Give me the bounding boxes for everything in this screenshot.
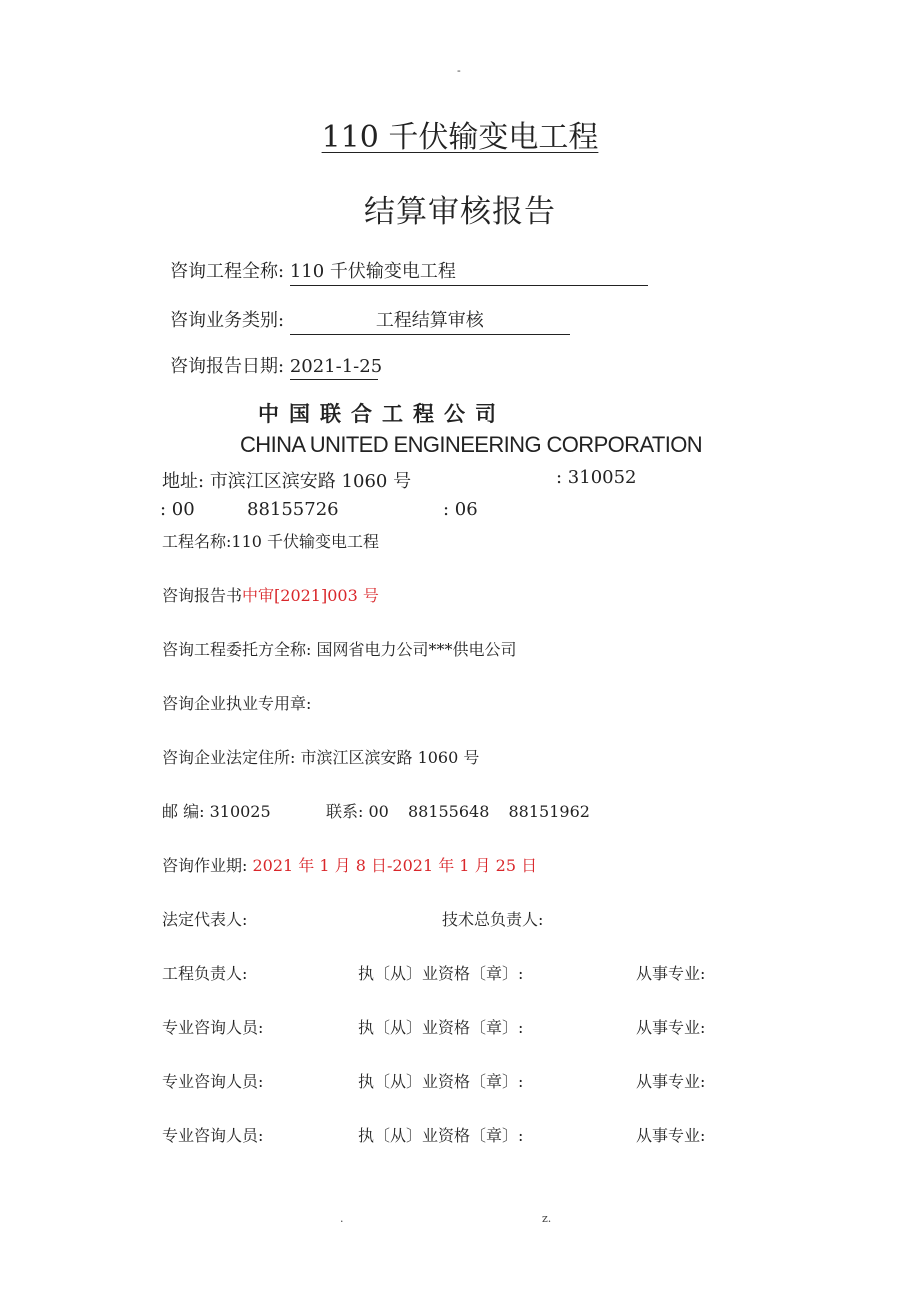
info-type [170, 306, 570, 335]
info-date-value: 2021-1-25 [290, 356, 378, 380]
company-address [162, 467, 411, 493]
company-name-cn: 中国联合工程公司 [258, 402, 506, 426]
signature-role: 工程负责人: [162, 964, 248, 983]
report-title: 110 千伏输变电工程 [321, 120, 599, 155]
footer-left-mark: . [340, 1212, 344, 1225]
info-date [170, 352, 383, 380]
contact-label: 联系: [326, 802, 364, 821]
signature-cert: 执〔从〕业资格〔章〕: [358, 1072, 524, 1091]
company-phone-prefix: : 00 [160, 499, 195, 520]
work-period-label: 咨询作业期: [162, 856, 248, 875]
zip-label: 邮 编: [162, 802, 205, 821]
legal-representative: 法定代表人: [162, 910, 248, 929]
project-name: 工程名称:110 千伏输变电工程 [162, 532, 380, 551]
address-label: 地址: [162, 471, 205, 492]
header-mark: - [457, 64, 461, 77]
signature-major: 从事专业: [636, 1018, 706, 1037]
seal-line: 咨询企业执业专用章: [162, 694, 312, 713]
contact-prefix: 00 [368, 802, 389, 821]
report-number-label: 咨询报告书 [162, 586, 243, 605]
work-period-value: 2021 年 1 月 8 日-2021 年 1 月 25 日 [252, 856, 538, 875]
signature-cert: 执〔从〕业资格〔章〕: [358, 964, 524, 983]
signature-major: 从事专业: [636, 1126, 706, 1145]
company-name-en: CHINA UNITED ENGINEERING CORPORATION [240, 432, 703, 457]
contact-phone-2: 88151962 [508, 802, 590, 821]
zip-value: 310025 [209, 802, 271, 821]
company-phone-number: 88155726 [247, 499, 339, 520]
signature-role: 专业咨询人员: [162, 1126, 264, 1145]
contact-info [326, 799, 590, 822]
signature-cert: 执〔从〕业资格〔章〕: [358, 1018, 524, 1037]
report-number-value: 中审[2021]003 号 [242, 586, 379, 605]
info-date-label: 咨询报告日期: [170, 356, 285, 377]
info-type-label: 咨询业务类别: [170, 310, 285, 331]
footer-right-mark: z. [542, 1212, 552, 1225]
client-name: 咨询工程委托方全称: 国网省电力公司***供电公司 [162, 640, 517, 659]
signature-role: 专业咨询人员: [162, 1018, 264, 1037]
legal-address: 咨询企业法定住所: 市滨江区滨安路 1060 号 [162, 748, 480, 767]
address-value: 市滨江区滨安路 1060 号 [209, 471, 412, 492]
report-subtitle: 结算审核报告 [364, 194, 556, 230]
contact-phone-1: 88155648 [407, 802, 490, 821]
company-fax: : 06 [443, 499, 478, 520]
company-postcode: : 310052 [556, 467, 637, 488]
report-number [162, 583, 379, 606]
signature-major: 从事专业: [636, 964, 706, 983]
info-type-value: 工程结算审核 [290, 306, 570, 335]
signature-major: 从事专业: [636, 1072, 706, 1091]
info-project [170, 257, 648, 286]
work-period [162, 853, 537, 876]
info-project-value: 110 千伏输变电工程 [290, 257, 648, 286]
zip-code [162, 799, 271, 822]
info-project-label: 咨询工程全称: [170, 261, 285, 282]
signature-cert: 执〔从〕业资格〔章〕: [358, 1126, 524, 1145]
technical-lead: 技术总负责人: [442, 910, 544, 929]
signature-role: 专业咨询人员: [162, 1072, 264, 1091]
